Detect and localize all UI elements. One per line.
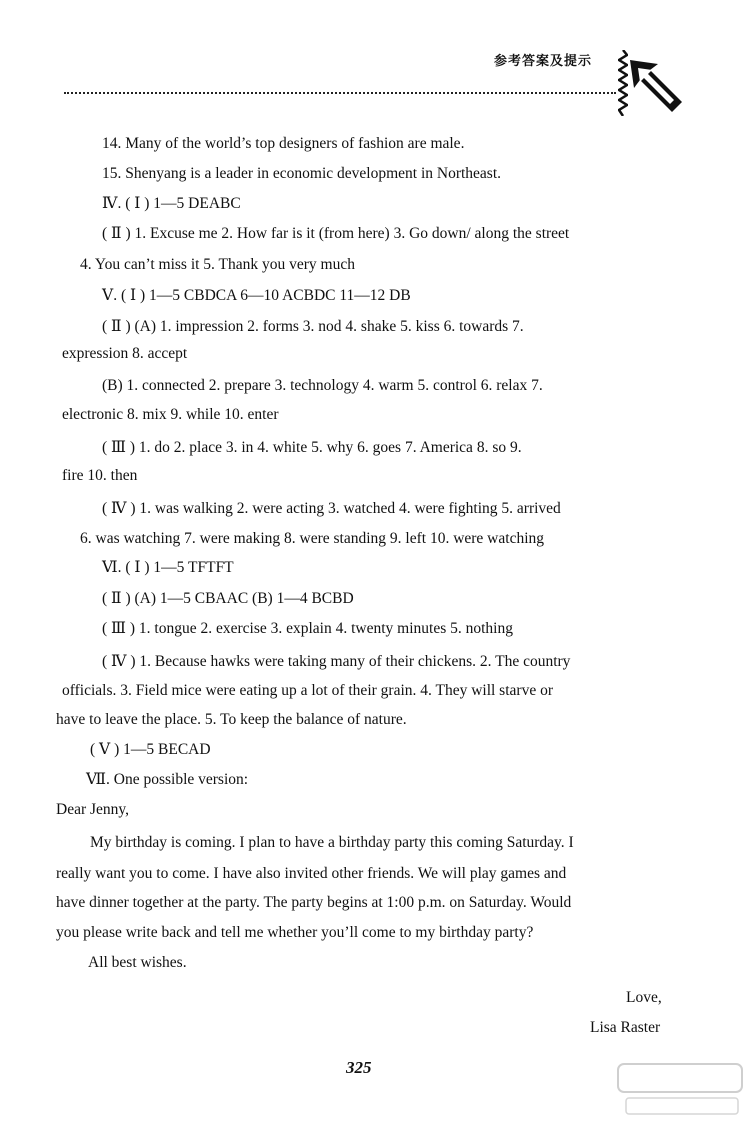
answer-line: ( Ⅱ ) 1. Excuse me 2. How far is it (from here) 3. Go down/ along the street [102,225,570,242]
letter-body-line: you please write back and tell me whether you’ll come to my birthday party? [56,924,534,941]
answer-line: fire 10. then [62,467,138,484]
arrow-icon [628,58,684,116]
answer-line: officials. 3. Field mice were eating up a lot of their grain. 4. They will starve or [62,682,553,699]
letter-salutation: Dear Jenny, [56,801,130,818]
answer-line: ( Ⅳ ) 1. was walking 2. were acting 3. watched 4. were fighting 5. arrived [102,500,561,517]
letter-valediction: Love, [626,989,662,1006]
section-heading: Ⅵ. ( Ⅰ ) 1—5 TFTFT [102,559,234,576]
answer-line: ( Ⅴ ) 1—5 BECAD [90,741,211,758]
answer-line: 4. You can’t miss it 5. Thank you very much [80,256,355,273]
letter-body-line: My birthday is coming. I plan to have a birthday party this coming Saturday. I [90,834,574,851]
answer-line: ( Ⅱ ) (A) 1—5 CBAAC (B) 1—4 BCBD [102,590,354,607]
answer-line: expression 8. accept [62,345,188,362]
answer-line: 6. was watching 7. were making 8. were standing 9. left 10. were watching [80,530,545,547]
answer-line: 14. Many of the world’s top designers of fashion are male. [102,135,465,152]
section-heading: Ⅴ. ( Ⅰ ) 1—5 CBDCA 6—10 ACBDC 11—12 DB [102,287,411,304]
answer-line: have to leave the place. 5. To keep the balance of nature. [56,711,407,728]
header-title: 参考答案及提示 [494,54,593,69]
answer-line: (B) 1. connected 2. prepare 3. technology 4. warm 5. control 6. relax 7. [102,377,543,394]
answer-line: ( Ⅲ ) 1. do 2. place 3. in 4. white 5. why 6. goes 7. America 8. so 9. [102,439,522,456]
answer-line: electronic 8. mix 9. while 10. enter [62,406,279,423]
zigzag-border-decoration [618,50,628,116]
answer-line: 15. Shenyang is a leader in economic development in Northeast. [102,165,502,182]
letter-signature: Lisa Raster [590,1019,661,1036]
page-number: 325 [346,1058,372,1077]
letter-closing: All best wishes. [88,954,187,971]
answer-line: ( Ⅱ ) (A) 1. impression 2. forms 3. nod 4. shake 5. kiss 6. towards 7. [102,318,524,335]
section-heading: Ⅶ. One possible version: [86,771,249,788]
letter-body-line: have dinner together at the party. The party begins at 1:00 p.m. on Saturday. Would [56,894,572,911]
letter-body-line: really want you to come. I have also invited other friends. We will play games and [56,865,567,882]
header-dotted-rule [64,92,616,94]
answer-line: ( Ⅲ ) 1. tongue 2. exercise 3. explain 4. twenty minutes 5. nothing [102,620,513,637]
section-heading: Ⅳ. ( Ⅰ ) 1—5 DEABC [102,195,241,212]
watermark-logo [616,1062,746,1120]
answer-line: ( Ⅳ ) 1. Because hawks were taking many of their chickens. 2. The country [102,653,571,670]
